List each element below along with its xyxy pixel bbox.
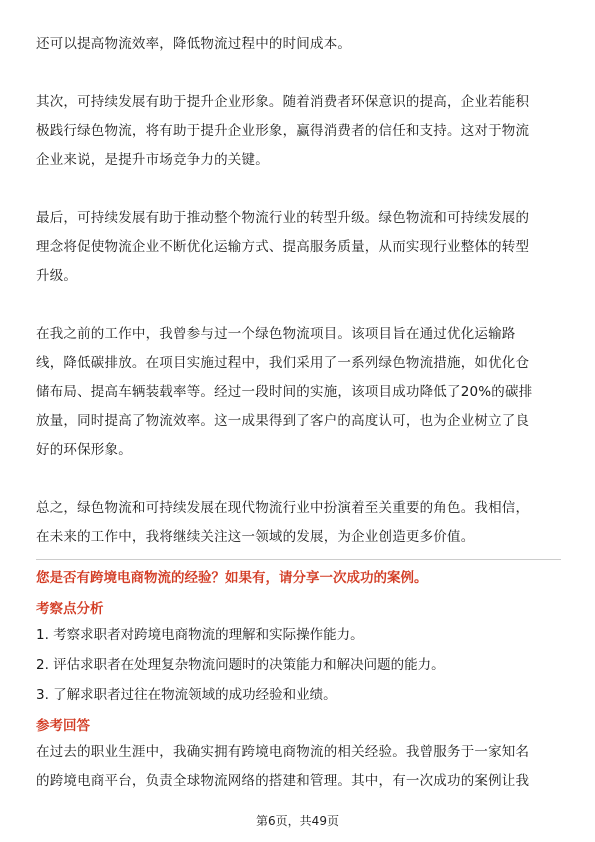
paragraph-1	[36, 88, 561, 175]
analysis-heading: 考察点分析	[36, 601, 104, 617]
intro-paragraph	[36, 30, 561, 59]
text-line: 最后，可持续发展有助于推动整个物流行业的转型升级。绿色物流和可持续发展的	[36, 210, 530, 226]
page-footer: 第6页，共49页	[256, 814, 339, 828]
text-line: 升级。	[36, 268, 78, 284]
text-line: 极践行绿色物流，将有助于提升企业形象，赢得消费者的信任和支持。这对于物流	[36, 123, 530, 139]
text-line: 的跨境电商平台，负责全球物流网络的搭建和管理。其中，有一次成功的案例让我	[36, 773, 530, 789]
divider	[36, 559, 561, 560]
text-line: 其次，可持续发展有助于提升企业形象。随着消费者环保意识的提高，企业若能积	[36, 94, 530, 110]
text-line: 总之，绿色物流和可持续发展在现代物流行业中扮演着至关重要的角色。我相信，	[36, 500, 530, 516]
text-line: 在过去的职业生涯中，我确实拥有跨境电商物流的相关经验。我曾服务于一家知名	[36, 744, 530, 760]
answer-paragraph	[36, 738, 561, 796]
text-line: 好的环保形象。	[36, 442, 132, 458]
text-line: 线，降低碳排放。在项目实施过程中，我们采用了一系列绿色物流措施，如优化仓	[36, 355, 530, 371]
paragraph-3	[36, 320, 561, 465]
analysis-item: 2. 评估求职者在处理复杂物流问题时的决策能力和解决问题的能力。	[36, 657, 445, 673]
paragraph-2	[36, 204, 561, 291]
text-line: 储布局、提高车辆装载率等。经过一段时间的实施，该项目成功降低了20%的碳排	[36, 384, 533, 400]
answer-heading: 参考回答	[36, 718, 90, 734]
analysis-item: 3. 了解求职者过往在物流领域的成功经验和业绩。	[36, 687, 337, 703]
text-line: 在我之前的工作中，我曾参与过一个绿色物流项目。该项目旨在通过优化运输路	[36, 326, 516, 342]
text-line: 理念将促使物流企业不断优化运输方式、提高服务质量，从而实现行业整体的转型	[36, 239, 530, 255]
text-line: 企业来说，是提升市场竞争力的关键。	[36, 152, 269, 168]
text-line: 还可以提高物流效率，降低物流过程中的时间成本。	[36, 36, 352, 52]
analysis-item: 1. 考察求职者对跨境电商物流的理解和实际操作能力。	[36, 627, 364, 643]
text-line: 放量，同时提高了物流效率。这一成果得到了客户的高度认可，也为企业树立了良	[36, 413, 530, 429]
text-line: 在未来的工作中，我将继续关注这一领域的发展，为企业创造更多价值。	[36, 529, 475, 545]
interview-question: 您是否有跨境电商物流的经验？如果有，请分享一次成功的案例。	[36, 570, 428, 586]
paragraph-4	[36, 494, 561, 552]
